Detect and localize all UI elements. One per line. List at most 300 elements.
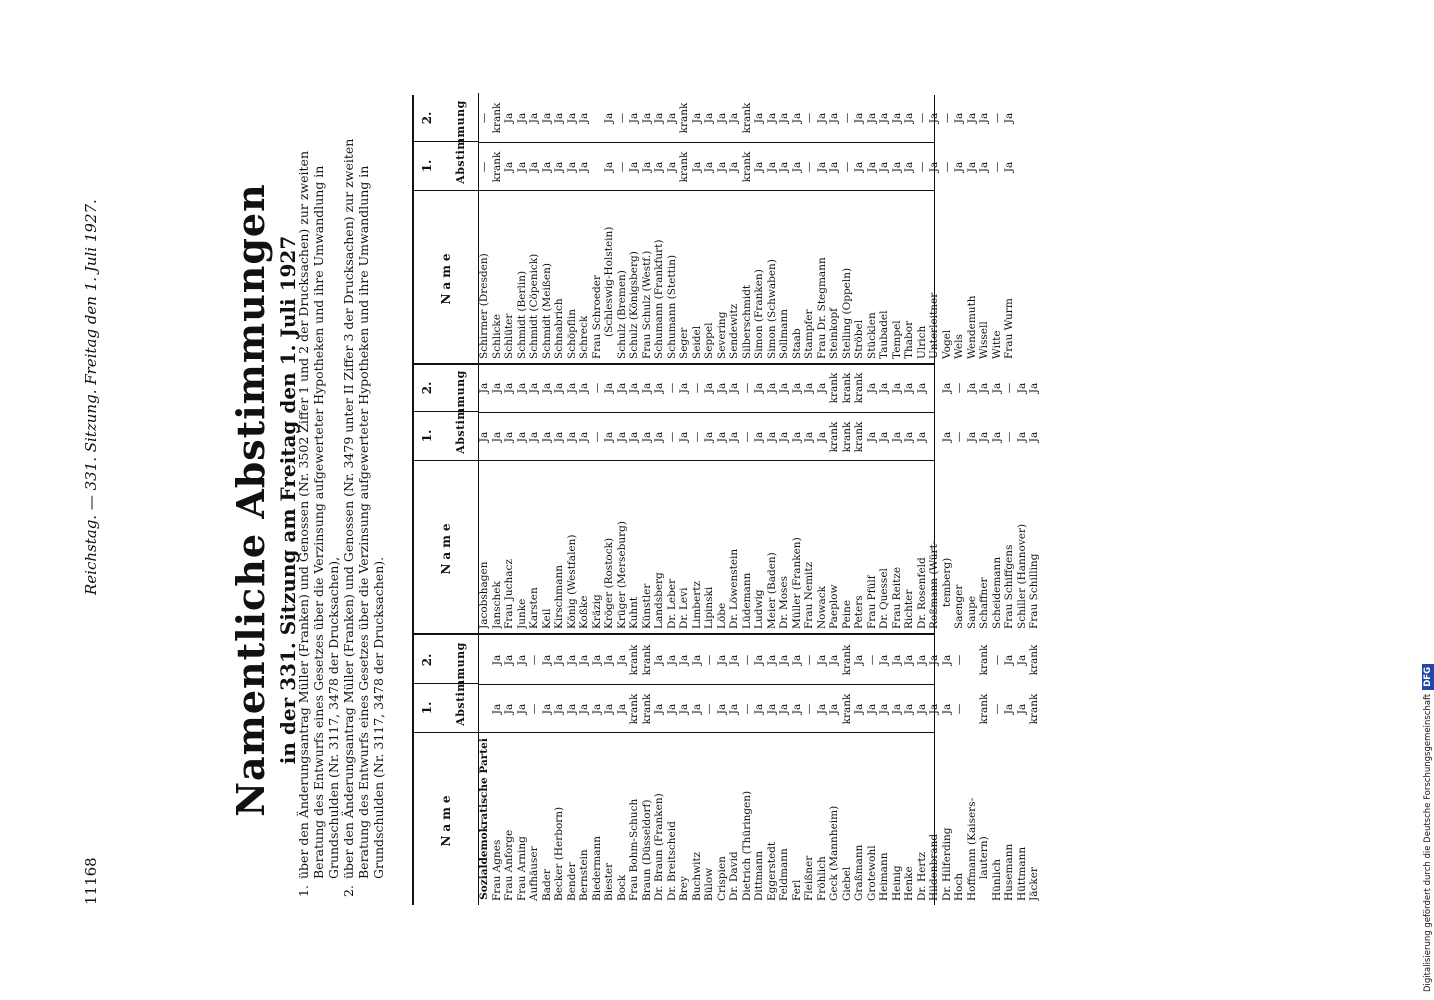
- table-row: [903, 635, 916, 905]
- document-subtitle: in der 331. Sitzung am Freitag den 1. Juli 1927: [276, 235, 300, 765]
- vote-2-value: Ja: [728, 382, 740, 394]
- vote-2-value: Ja: [953, 112, 965, 124]
- vote-2-value: —: [703, 654, 715, 666]
- vote-2-value: Ja: [503, 382, 515, 394]
- table-row: [541, 363, 554, 633]
- vote-2-value: Ja: [640, 112, 653, 124]
- vote-2-value: Ja: [615, 654, 628, 666]
- vote-1-value: Ja: [890, 703, 903, 715]
- table-row: [566, 635, 579, 905]
- table-row: [991, 93, 1004, 363]
- table-row: [666, 635, 679, 905]
- member-name: Nowack: [815, 586, 828, 629]
- table-row: [516, 635, 529, 905]
- vote-item-text: über den Änderungsantrag Müller (Franken) und Genossen (Nr. 3502 Ziffer 1 und 2 der Drucksachen) zur zweiten Beratung des Entwurfs eines Gesetzes über die Verzinsung aufgewerteter Hypotheken und ihre Umwandlung in Grundschulden (Nr. 3117, 3478 der Drucksachen),: [296, 150, 341, 879]
- member-name: Löbe: [715, 602, 728, 629]
- table-row: [478, 93, 491, 363]
- member-name: Künstler: [640, 583, 653, 629]
- table-row: [691, 93, 704, 363]
- member-name: Saupe: [965, 595, 978, 629]
- vote-2-value: Ja: [815, 112, 828, 124]
- vote-1-value: Ja: [928, 161, 940, 173]
- vote-1-value: —: [840, 161, 853, 173]
- member-name: Paeplow: [828, 584, 840, 629]
- table-row: [941, 363, 954, 633]
- vote-item-number: 1.: [296, 885, 311, 897]
- table-row: [803, 93, 816, 363]
- member-name: Schulz (Königsberg): [628, 251, 640, 359]
- table-row: [591, 635, 604, 905]
- table-row: [603, 93, 616, 363]
- table-row: [503, 635, 516, 905]
- vote-1-value: —: [690, 431, 703, 443]
- column-header: [414, 363, 479, 633]
- vote-2-value: —: [665, 382, 678, 394]
- table-row: [953, 93, 966, 363]
- vote-1-value: Ja: [503, 161, 515, 173]
- member-name: Braun (Düsseldorf): [640, 799, 653, 901]
- member-name: Frau Schulz (Westf.): [640, 250, 653, 359]
- member-name: Schöpflin: [565, 308, 578, 359]
- vote-1-value: Ja: [653, 161, 665, 173]
- table-row: [528, 635, 541, 905]
- member-name: Dr. Braun (Franken): [653, 793, 665, 901]
- vote-rows: [478, 635, 1041, 905]
- vote-2-value: Ja: [865, 112, 878, 124]
- member-name: Steinkopf: [828, 307, 840, 359]
- vote-1-value: Ja: [653, 431, 665, 443]
- vote-2-value: Ja: [890, 112, 903, 124]
- vote-1-value: Ja: [853, 161, 865, 173]
- vote-2-value: krank: [628, 644, 640, 676]
- vote-2-value: Ja: [915, 654, 928, 666]
- member-name: Dr. Breitscheid: [665, 821, 678, 901]
- table-row: [578, 93, 591, 363]
- vote-2-value: Ja: [690, 654, 703, 666]
- vote-1-value: —: [615, 161, 628, 173]
- vote-2-value: Ja: [515, 112, 528, 124]
- table-row: [966, 93, 979, 363]
- vote-1-value: Ja: [540, 431, 553, 443]
- table-row: [941, 635, 954, 905]
- vote-column: [414, 93, 1015, 365]
- vote-2-value: Ja: [928, 112, 940, 124]
- table-row: [703, 635, 716, 905]
- vote-1-value: Ja: [565, 703, 578, 715]
- member-name: Stelling (Oppeln): [840, 267, 853, 359]
- member-name: Frau Schiffgens: [1003, 544, 1015, 629]
- member-name: Schaffner: [978, 577, 990, 629]
- table-row: [703, 93, 716, 363]
- member-name: Seidel: [690, 325, 703, 359]
- vote-1-value: Ja: [803, 431, 815, 443]
- vote-2-value: Ja: [940, 382, 953, 394]
- table-row: [503, 363, 516, 633]
- table-row: [878, 635, 891, 905]
- vote-1-value: Ja: [1003, 703, 1015, 715]
- column-header: [414, 93, 479, 363]
- member-name: Koßke: [578, 595, 590, 629]
- table-row: [928, 363, 941, 633]
- vote-2-value: Ja: [565, 382, 578, 394]
- vote-1-value: Ja: [703, 161, 715, 173]
- vote-2-value: Ja: [828, 112, 840, 124]
- vote-1-value: Ja: [953, 161, 965, 173]
- member-name: Kröger (Rostock): [603, 537, 615, 629]
- vote-1-value: —: [990, 703, 1003, 715]
- vote-2-value: Ja: [703, 382, 715, 394]
- member-name: Dr. Löwenstein: [728, 548, 740, 629]
- table-row: [991, 363, 1004, 633]
- member-name: Frau Schroeder: [590, 274, 603, 359]
- vote-1-value: krank: [1028, 693, 1040, 725]
- member-name: Schumann (Frankfurt): [653, 239, 665, 359]
- vote-2-value: Ja: [715, 382, 728, 394]
- table-row: [628, 635, 641, 905]
- vote-2-value: Ja: [603, 654, 615, 666]
- vote-1-value: Ja: [490, 431, 503, 443]
- member-name: Müller (Franken): [790, 537, 803, 629]
- vote-2-value: Ja: [1028, 382, 1040, 394]
- member-name: Junke: [515, 598, 528, 629]
- vote-1-value: krank: [978, 693, 990, 725]
- table-row: [541, 635, 554, 905]
- vote-2-value: Ja: [728, 654, 740, 666]
- vote-1-value: Ja: [528, 161, 540, 173]
- vote-2-value: Ja: [990, 382, 1003, 394]
- table-row: [516, 93, 529, 363]
- member-name: Dr. Levi: [678, 587, 690, 629]
- vote-1-value: —: [590, 431, 603, 443]
- member-name: Peters: [853, 595, 865, 629]
- vote-2-value: Ja: [665, 112, 678, 124]
- vote-2-value: Ja: [853, 112, 865, 124]
- header-abstimmung: Abstimmung: [454, 642, 467, 726]
- member-name: Heinig: [890, 865, 903, 901]
- member-name: temberg): [940, 557, 953, 607]
- vote-2-value: Ja: [978, 382, 990, 394]
- vote-2-value: —: [953, 654, 965, 666]
- vote-2-value: Ja: [490, 382, 503, 394]
- vote-rows: [478, 363, 1041, 633]
- table-row: [916, 635, 929, 905]
- vote-1-value: Ja: [903, 431, 915, 443]
- party-heading-row: [478, 635, 491, 905]
- member-name: Hildenbrand: [928, 833, 940, 901]
- header-vote-2-label: 2.: [420, 111, 434, 125]
- vote-1-value: Ja: [965, 161, 978, 173]
- vote-2-value: Ja: [615, 382, 628, 394]
- vote-2-value: Ja: [490, 654, 503, 666]
- table-row: [566, 93, 579, 363]
- member-name: Hoch: [953, 872, 965, 901]
- vote-2-value: Ja: [1015, 382, 1028, 394]
- member-name: Ulrich: [915, 325, 928, 359]
- member-name: Hüttmann: [1015, 846, 1028, 901]
- table-row: [703, 363, 716, 633]
- member-name: Vogel: [940, 329, 953, 359]
- vote-table: [412, 95, 1040, 905]
- vote-1-value: Ja: [728, 703, 740, 715]
- member-name: Brey: [678, 876, 690, 901]
- vote-2-value: Ja: [578, 654, 590, 666]
- table-row: [953, 363, 966, 633]
- member-name: Bernstein: [578, 849, 590, 901]
- vote-2-value: —: [953, 382, 965, 394]
- member-name: Witte: [990, 330, 1003, 359]
- table-row: [641, 363, 654, 633]
- vote-1-value: Ja: [790, 431, 803, 443]
- member-name: Heimann: [878, 852, 890, 901]
- member-name: Grotewohl: [865, 845, 878, 901]
- vote-1-value: Ja: [715, 431, 728, 443]
- vote-1-value: Ja: [765, 703, 778, 715]
- member-name: Hünlich: [990, 858, 1003, 901]
- vote-1-value: Ja: [678, 431, 690, 443]
- vote-1-value: Ja: [878, 431, 890, 443]
- vote-2-value: Ja: [853, 654, 865, 666]
- table-row: [778, 635, 791, 905]
- running-head-text: Reichstag. — 331. Sitzung. Freitag den 1. Juli 1927.: [82, 199, 100, 595]
- column-header: [414, 635, 479, 905]
- member-name: Schirmer (Dresden): [478, 253, 490, 359]
- member-name: Schmidt (Cöpenick): [528, 253, 540, 359]
- table-row: [866, 635, 879, 905]
- member-name: Sozialdemokratische Partei: [478, 738, 490, 900]
- vote-2-value: Ja: [778, 382, 790, 394]
- member-name: Schumann (Stettin): [665, 254, 678, 359]
- table-row: [578, 635, 591, 905]
- vote-1-value: Ja: [665, 703, 678, 715]
- vote-1-value: —: [953, 431, 965, 443]
- member-name: Sollmann: [778, 309, 790, 359]
- table-row: [791, 93, 804, 363]
- vote-2-value: —: [690, 382, 703, 394]
- vote-1-value: Ja: [915, 703, 928, 715]
- member-name: Ströbel: [853, 319, 865, 359]
- vote-1-value: Ja: [553, 161, 565, 173]
- table-row: [891, 635, 904, 905]
- table-row: [828, 635, 841, 905]
- table-row: [791, 635, 804, 905]
- vote-1-value: Ja: [515, 161, 528, 173]
- table-row: [841, 363, 854, 633]
- table-row: [903, 363, 916, 633]
- vote-1-value: Ja: [578, 161, 590, 173]
- member-name: Schlicke: [490, 313, 503, 359]
- member-name: Kirschmann: [553, 565, 565, 629]
- table-row: [741, 363, 754, 633]
- vote-2-value: Ja: [503, 654, 515, 666]
- vote-1-value: Ja: [503, 703, 515, 715]
- table-row: [716, 363, 729, 633]
- member-name: Sendewitz: [728, 303, 740, 359]
- vote-2-value: Ja: [878, 654, 890, 666]
- vote-2-value: Ja: [903, 382, 915, 394]
- vote-1-value: Ja: [865, 161, 878, 173]
- member-name: Dr. David: [728, 851, 740, 901]
- vote-2-value: Ja: [890, 382, 903, 394]
- vote-2-value: Ja: [690, 112, 703, 124]
- vote-2-value: Ja: [703, 112, 715, 124]
- vote-2-value: krank: [678, 102, 690, 134]
- vote-1-value: Ja: [778, 431, 790, 443]
- table-row: [728, 363, 741, 633]
- vote-1-value: Ja: [615, 703, 628, 715]
- vote-1-value: krank: [840, 421, 853, 453]
- vote-2-value: Ja: [928, 654, 940, 666]
- vote-item-text: über den Änderungsantrag Müller (Franken) und Genossen (Nr. 3479 unter II Ziffer 3 der Drucksachen) zur zweiten Beratung des Entwurfs eines Gesetzes über die Verzinsung aufgewerteter Hypotheken und ihre Umwandlung in Grundschulden (Nr. 3117, 3478 der Drucksachen).: [341, 138, 386, 879]
- header-vote-1: [414, 411, 478, 461]
- member-name: Karsten: [528, 587, 540, 629]
- page-number: 11168: [82, 857, 100, 905]
- member-name: Janschek: [490, 581, 503, 629]
- vote-1-value: Ja: [678, 703, 690, 715]
- vote-2-value: —: [1003, 382, 1015, 394]
- vote-2-value: krank: [640, 644, 653, 676]
- vote-2-value: Ja: [540, 382, 553, 394]
- member-name: (Schleswig-Holstein): [603, 226, 615, 337]
- vote-2-value: Ja: [540, 654, 553, 666]
- vote-2-value: Ja: [540, 112, 553, 124]
- table-row: [553, 635, 566, 905]
- table-row: [678, 93, 691, 363]
- vote-1-value: Ja: [815, 703, 828, 715]
- member-name: Simon (Franken): [753, 269, 765, 359]
- member-name: Roßmann (Würt-: [928, 540, 940, 629]
- table-row: [841, 93, 854, 363]
- table-row: [516, 363, 529, 633]
- member-name: Frau Nemitz: [803, 561, 815, 629]
- member-name: Stücklen: [865, 312, 878, 359]
- member-name: Taubadel: [878, 310, 890, 359]
- header-vote-2: [414, 93, 478, 143]
- table-row: [1003, 93, 1016, 363]
- vote-1-value: Ja: [815, 161, 828, 173]
- vote-2-value: —: [740, 654, 753, 666]
- vote-2-value: Ja: [915, 382, 928, 394]
- table-row: [591, 363, 604, 633]
- vote-1-value: Ja: [540, 703, 553, 715]
- table-row: [966, 635, 979, 905]
- vote-1-value: Ja: [690, 703, 703, 715]
- member-name: Biedermann: [590, 836, 603, 901]
- vote-rows: [478, 93, 1016, 363]
- vote-1-value: —: [703, 703, 715, 715]
- vote-1-value: Ja: [878, 161, 890, 173]
- vote-2-value: Ja: [715, 654, 728, 666]
- member-name: Landsberg: [653, 572, 665, 629]
- header-vote-1-label: 1.: [420, 159, 434, 173]
- vote-2-value: Ja: [765, 112, 778, 124]
- table-row: [766, 363, 779, 633]
- vote-2-value: —: [865, 654, 878, 666]
- member-name: Frau Agnes: [490, 839, 503, 901]
- table-row: [766, 93, 779, 363]
- vote-2-value: Ja: [628, 112, 640, 124]
- vote-1-value: Ja: [728, 161, 740, 173]
- table-row: [891, 363, 904, 633]
- vote-2-value: Ja: [878, 382, 890, 394]
- vote-1-value: —: [990, 161, 1003, 173]
- header-vote-1: [414, 683, 478, 733]
- vote-1-value: Ja: [628, 431, 640, 443]
- table-row: [766, 635, 779, 905]
- vote-1-value: Ja: [790, 703, 803, 715]
- vote-2-value: Ja: [790, 112, 803, 124]
- vote-2-value: Ja: [653, 112, 665, 124]
- table-row: [1016, 363, 1029, 633]
- vote-1-value: Ja: [878, 703, 890, 715]
- vote-1-value: Ja: [653, 703, 665, 715]
- vote-1-value: Ja: [578, 703, 590, 715]
- member-name: Frau Reitze: [890, 566, 903, 629]
- vote-1-value: krank: [853, 421, 865, 453]
- table-row: [666, 363, 679, 633]
- vote-item: [296, 95, 341, 905]
- vote-1-value: Ja: [815, 431, 828, 443]
- member-name: Dr. Leber: [665, 578, 678, 629]
- vote-1-value: Ja: [540, 161, 553, 173]
- vote-1-value: krank: [628, 693, 640, 725]
- header-vote-2-label: 2.: [420, 381, 434, 395]
- vote-2-value: Ja: [528, 382, 540, 394]
- member-name: Dr. Quessel: [878, 568, 890, 629]
- table-row: [803, 363, 816, 633]
- vote-1-value: Ja: [890, 161, 903, 173]
- member-name: Scheidemann: [990, 556, 1003, 629]
- member-name: Bader: [540, 869, 553, 901]
- header-name: Name: [439, 519, 453, 575]
- vote-2-value: —: [478, 112, 490, 124]
- vote-2-value: krank: [840, 644, 853, 676]
- table-row: [1003, 363, 1016, 633]
- vote-column: [414, 635, 1040, 905]
- table-row: [803, 635, 816, 905]
- vote-2-value: Ja: [815, 382, 828, 394]
- table-row: [916, 363, 929, 633]
- table-row: [916, 93, 929, 363]
- member-name: Silberschmidt: [740, 284, 753, 359]
- vote-1-value: Ja: [1015, 431, 1028, 443]
- member-name: Ferl: [790, 879, 803, 901]
- vote-1-value: Ja: [628, 161, 640, 173]
- table-row: [616, 363, 629, 633]
- vote-2-value: Ja: [715, 112, 728, 124]
- vote-1-value: Ja: [765, 161, 778, 173]
- vote-2-value: Ja: [653, 382, 665, 394]
- vote-1-value: krank: [490, 151, 503, 183]
- header-vote-2-label: 2.: [420, 653, 434, 667]
- member-name: Schreck: [578, 315, 590, 359]
- header-vote-2: [414, 635, 478, 685]
- vote-2-value: Ja: [515, 654, 528, 666]
- member-name: Eggerstedt: [765, 841, 778, 901]
- vote-2-value: Ja: [1003, 654, 1015, 666]
- vote-1-value: Ja: [615, 431, 628, 443]
- vote-2-value: Ja: [640, 382, 653, 394]
- table-row: [891, 93, 904, 363]
- vote-1-value: Ja: [715, 161, 728, 173]
- vote-1-value: Ja: [1015, 703, 1028, 715]
- member-name: Geck (Mannheim): [828, 805, 840, 901]
- running-header: [82, 95, 106, 905]
- table-row: [866, 93, 879, 363]
- table-row: [753, 363, 766, 633]
- table-row: [928, 635, 941, 905]
- vote-2-value: —: [528, 654, 540, 666]
- member-name: Schmidt (Berlin): [515, 270, 528, 359]
